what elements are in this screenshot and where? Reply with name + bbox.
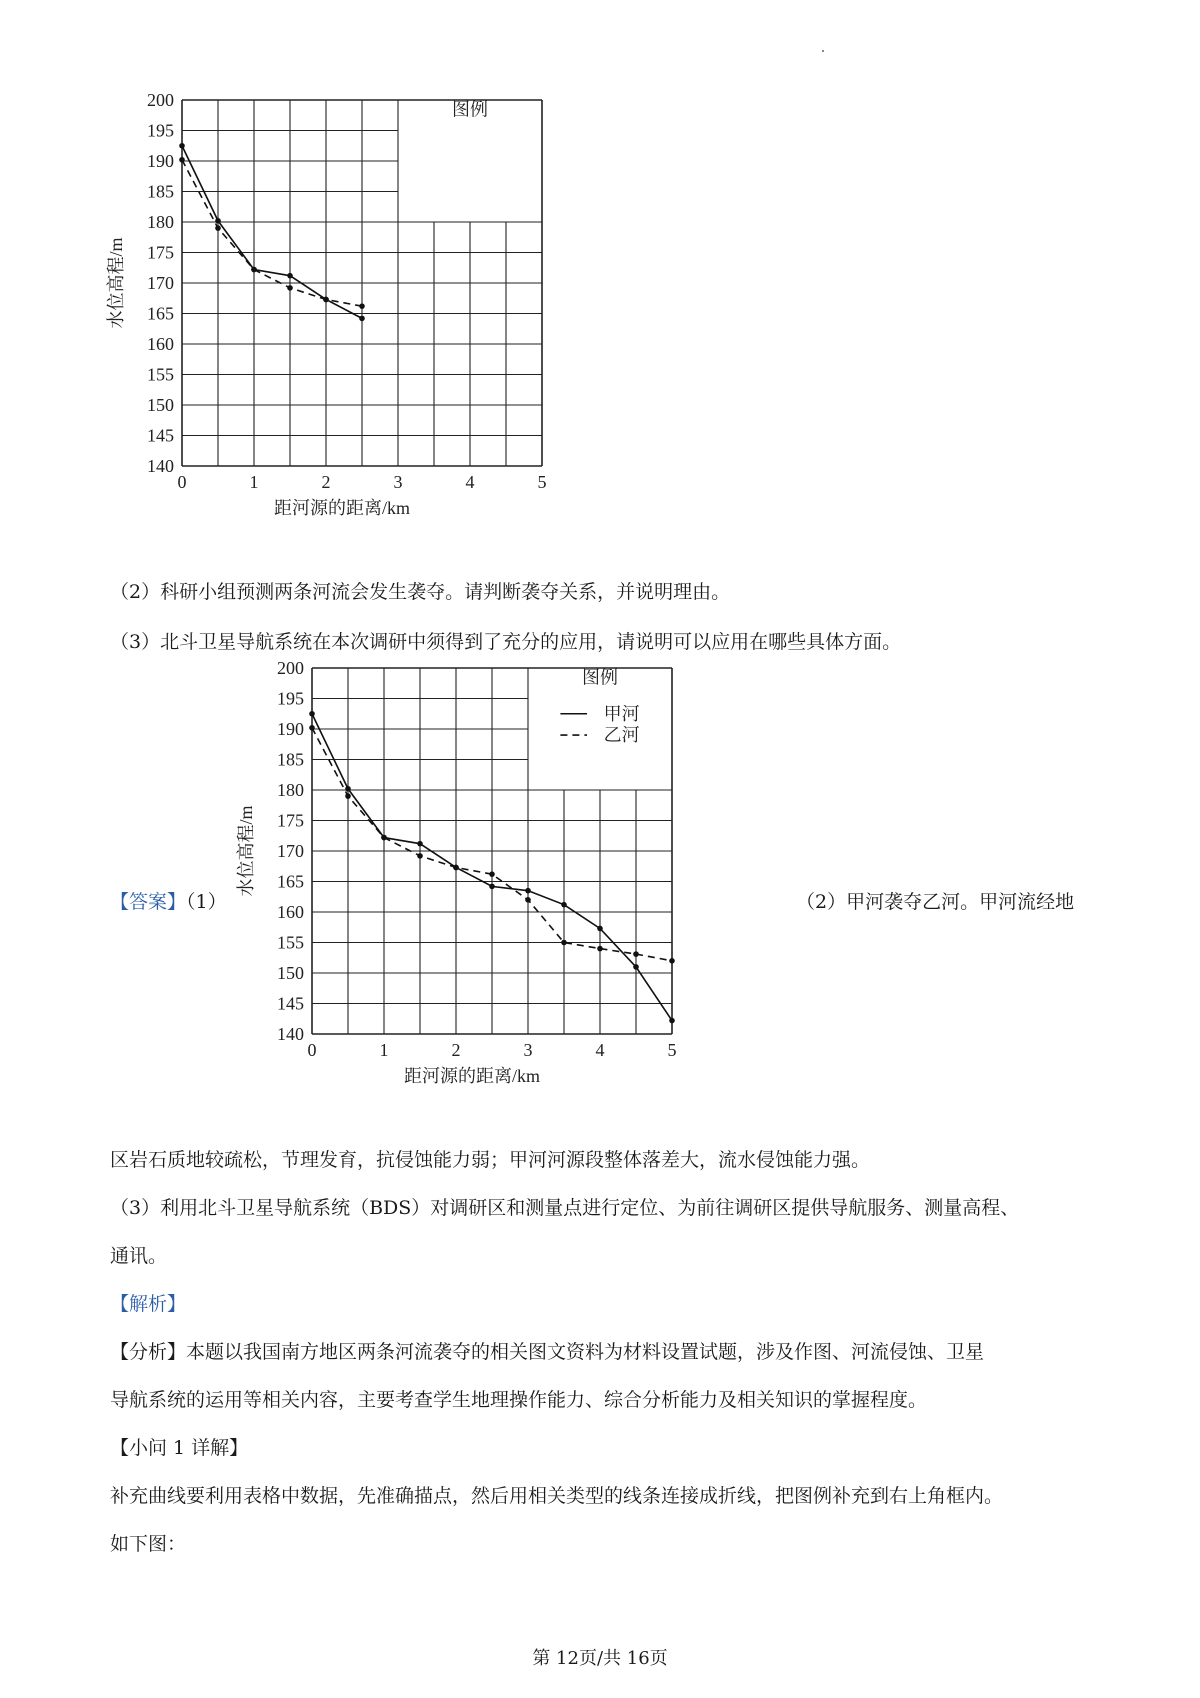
scan-dot [822,50,824,52]
data-point-solid [633,964,639,970]
answer-part-3-line-2: 通讯。 [110,1245,168,1267]
sub-question-1-line-2: 如下图： [110,1533,187,1555]
data-point-dashed [309,725,315,731]
x-tick-label: 5 [667,1040,677,1060]
data-point-solid [417,841,423,847]
answer-part-2-head: （2）甲河袭夺乙河。甲河流经地 [796,891,1075,913]
y-tick-label: 145 [277,993,304,1014]
x-tick-label: 0 [307,1040,317,1060]
x-tick-label: 3 [393,472,403,492]
x-tick-label: 1 [249,472,259,492]
data-point-dashed [525,897,531,903]
y-tick-label: 165 [147,303,174,324]
y-tick-label: 200 [277,658,304,678]
analysis-line-2: 导航系统的运用等相关内容，主要考查学生地理操作能力、综合分析能力及相关知识的掌握程度。 [110,1389,928,1411]
x-tick-label: 2 [451,1040,461,1060]
x-tick-label: 4 [465,472,475,492]
y-tick-label: 185 [277,749,304,770]
data-point-dashed [561,940,567,946]
data-point-solid [309,711,315,717]
data-point-solid [215,218,221,224]
series-line-solid [182,146,362,319]
data-point-dashed [179,157,185,163]
data-point-dashed [215,225,221,231]
y-tick-label: 140 [277,1024,304,1044]
data-point-dashed [287,285,293,291]
data-point-dashed [251,267,257,273]
y-tick-label: 165 [277,871,304,892]
series-line-dashed [182,160,362,306]
x-tick-label: 0 [177,472,187,492]
y-tick-label: 155 [147,364,174,385]
y-tick-label: 175 [277,810,304,831]
sub-question-1-line-1: 补充曲线要利用表格中数据，先准确描点，然后用相关类型的线条连接成折线，把图例补充到右上角框内。 [110,1485,1004,1507]
legend-label: 甲河 [603,703,640,724]
data-point-dashed [345,793,351,799]
data-point-solid [597,926,603,932]
legend-label: 乙河 [603,725,640,746]
data-point-dashed [597,946,603,952]
answer-part-1: （1） [186,891,227,913]
answer-line [110,890,227,914]
y-tick-label: 155 [277,932,304,953]
question-3: （3）北斗卫星导航系统在本次调研中须得到了充分的应用，请说明可以应用在哪些具体方面。 [110,631,902,653]
data-point-dashed [633,951,639,957]
data-point-solid [345,786,351,792]
data-point-dashed [359,303,365,309]
chart-2 [230,658,730,1128]
sub-question-1-heading: 【小问 1 详解】 [110,1437,249,1459]
data-point-solid [179,143,185,149]
y-tick-label: 160 [277,902,304,922]
chart-1-x-label: 距河源的距离/km [273,498,411,518]
y-tick-label: 150 [147,395,174,415]
x-tick-label: 3 [523,1040,533,1060]
analysis-line-1: 【分析】本题以我国南方地区两条河流袭夺的相关图文资料为材料设置试题，涉及作图、河流侵蚀、卫星 [110,1341,985,1363]
y-tick-label: 180 [147,212,174,232]
data-point-dashed [489,871,495,877]
data-point-dashed [381,835,387,841]
data-point-solid [287,273,293,279]
chart-2-legend-title: 图例 [582,667,618,688]
y-tick-label: 195 [277,688,304,709]
y-tick-label: 180 [277,780,304,800]
answer-part-2-rest: 区岩石质地较疏松，节理发育，抗侵蚀能力弱；甲河河源段整体落差大，流水侵蚀能力强。 [110,1149,871,1171]
data-point-dashed [323,297,329,303]
chart-2-x-label: 距河源的距离/km [403,1066,541,1086]
question-2: （2）科研小组预测两条河流会发生袭夺。请判断袭夺关系，并说明理由。 [110,581,731,603]
chart-1 [100,90,600,560]
answer-part-3-line-1: （3）利用北斗卫星导航系统（BDS）对调研区和测量点进行定位、为前往调研区提供导航服务、测量高程、 [110,1197,1020,1219]
data-point-solid [525,888,531,894]
answer-tag: 【答案】 [110,891,187,913]
y-tick-label: 170 [147,273,174,293]
page-footer: 第 12页/共 16页 [532,1648,668,1669]
data-point-dashed [417,853,423,859]
y-tick-label: 140 [147,456,174,476]
data-point-solid [561,902,567,908]
analysis-tag: 【解析】 [110,1293,187,1315]
chart-1-legend-title: 图例 [452,99,488,120]
x-tick-label: 2 [321,472,331,492]
y-tick-label: 160 [147,334,174,354]
y-tick-label: 200 [147,90,174,110]
data-point-solid [359,316,365,322]
y-tick-label: 145 [147,425,174,446]
y-tick-label: 170 [277,841,304,861]
data-point-dashed [669,958,675,964]
x-tick-label: 4 [595,1040,605,1060]
y-tick-label: 190 [277,719,304,739]
y-tick-label: 195 [147,120,174,141]
y-tick-label: 150 [277,963,304,983]
y-tick-label: 190 [147,151,174,171]
y-tick-label: 185 [147,181,174,202]
data-point-solid [669,1018,675,1024]
y-tick-label: 175 [147,242,174,263]
x-tick-label: 5 [537,472,547,492]
chart-2-y-label: 水位高程/m [236,805,256,897]
chart-1-y-label: 水位高程/m [106,237,126,329]
x-tick-label: 1 [379,1040,389,1060]
data-point-dashed [453,865,459,871]
data-point-solid [489,884,495,890]
